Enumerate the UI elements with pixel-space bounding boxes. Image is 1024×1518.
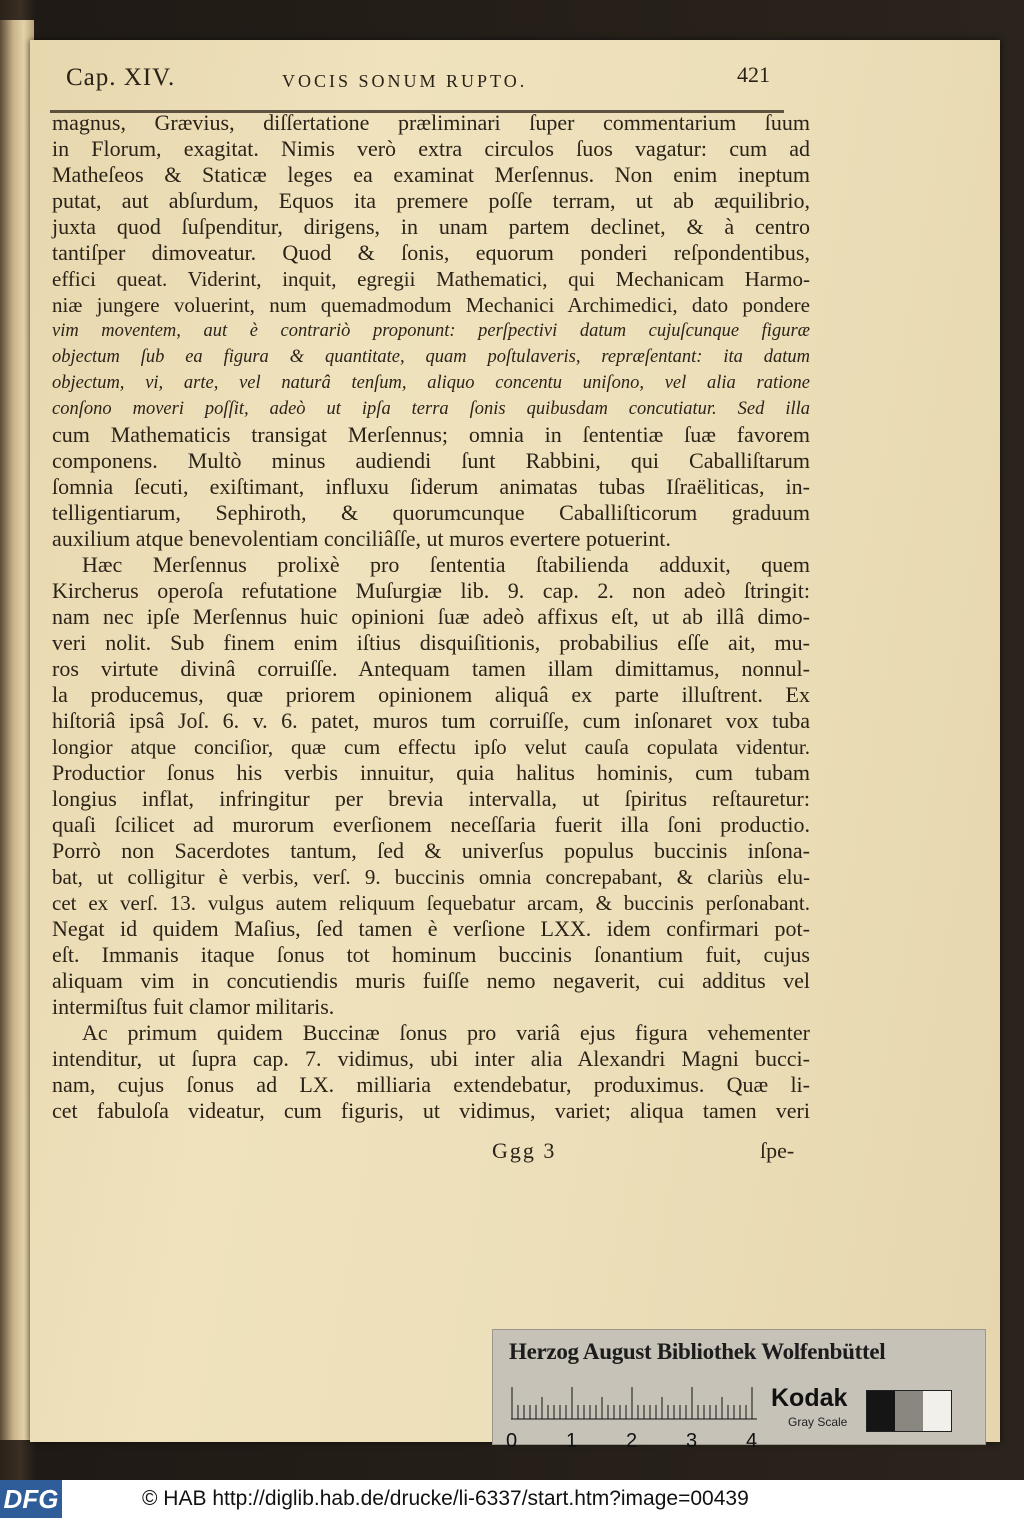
text-line: putat, aut abſurdum, Equos ita premere poſſe terram, ut ab æquilibrio,: [52, 188, 810, 213]
running-head-title: VOCIS SONUM RUPTO.: [282, 71, 528, 91]
gray-swatches: [866, 1390, 952, 1432]
scale-label-0: 0: [506, 1430, 518, 1452]
text-line: cum Mathematicis transigat Merſennus; omnia in ſententiæ ſuæ favorem: [52, 422, 810, 447]
text-line: ſomnia ſecuti, exiſtimant, influxu ſiderum animatas tubas Iſraëliticas, in-: [52, 474, 810, 499]
text-line: quaſi ſcilicet ad murorum everſionem neceſſaria fuerit illa ſoni productio.: [52, 812, 810, 837]
ruler-scale: [511, 1386, 757, 1420]
text-line: longior atque conciſior, quæ cum effectu ipſo velut cauſa copulata videntur.: [52, 735, 810, 759]
text-line: veri nolit. Sub finem enim iſtius disquiſitionis, probabilius eſſe ait, mu-: [52, 630, 810, 655]
library-color-card: [492, 1329, 986, 1445]
text-line: auxilium atque benevolentiam conciliâſſe, ut muros evertere potuerint.: [52, 526, 671, 551]
viewer-footer: [0, 1480, 1024, 1518]
text-line: longius inflat, infringitur per brevia intervalla, ut ſpiritus reſtauretur:: [52, 786, 810, 811]
body-text: [52, 110, 810, 1124]
library-name: Herzog August Bibliothek Wolfenbüttel: [509, 1339, 886, 1364]
kodak-logo: Kodak: [771, 1384, 848, 1412]
text-line: Porrò non Sacerdotes tantum, ſed & univerſus populus buccinis inſona-: [52, 838, 810, 863]
text-line: hiſtoriâ ipsâ Joſ. 6. v. 6. patet, muros tum corruiſſe, cum inſonaret vox tuba: [52, 708, 810, 733]
text-line: vim moventem, aut è contrariò proponunt: perſpectivi datum cujuſcunque figuræ: [52, 321, 810, 341]
text-line: componens. Multò minus audiendi ſunt Rabbini, qui Caballiſtarum: [52, 448, 810, 473]
text-line: objectum ſub ea figura & quantitate, quam poſtulaveris, repræſentant: ita datum: [52, 347, 810, 367]
text-line: objectum, vi, arte, vel naturâ tenſum, aliquo concentu uniſono, vel alia ratione: [52, 373, 810, 393]
text-line: Negat id quidem Maſius, ſed tamen è verſione LXX. idem confirmari pot-: [52, 916, 810, 941]
gray-swatch: [895, 1391, 923, 1431]
text-line: telligentiarum, Sephiroth, & quorumcunque Caballiſticorum graduum: [52, 500, 810, 525]
text-line: cet fabuloſa videatur, cum figuris, ut vidimus, variet; aliqua tamen veri: [52, 1098, 810, 1123]
page-number: 421: [737, 62, 770, 87]
gray-scale-label: Gray Scale: [788, 1415, 848, 1429]
text-line: tantiſper dimoveatur. Quod & ſonis, equorum ponderi reſpondentibus,: [52, 240, 810, 265]
scale-label-4: 4: [746, 1430, 758, 1452]
dfg-logo[interactable]: DFG: [0, 1480, 62, 1518]
text-line: bat, ut colligitur è verbis, verſ. 9. buccinis omnia concrepabant, & clariùs elu-: [52, 865, 810, 889]
text-line: Ac primum quidem Buccinæ ſonus pro variâ ejus figura vehementer: [82, 1020, 810, 1045]
catchword: ſpe-: [760, 1138, 795, 1163]
white-swatch: [923, 1391, 951, 1431]
text-line: Hæc Merſennus prolixè pro ſententia ſtabilienda adduxit, quem: [82, 552, 810, 577]
scale-label-1: 1: [566, 1430, 578, 1452]
copyright-link[interactable]: © HAB http://diglib.hab.de/drucke/li-6337/start.htm?image=00439: [142, 1487, 749, 1510]
text-line: juxta quod ſuſpenditur, dirigens, in unam partem declinet, & à centro: [52, 214, 810, 239]
text-line: nam, cujus ſonus ad LX. milliaria extendebatur, produximus. Quæ li-: [52, 1072, 810, 1097]
text-line: Matheſeos & Staticæ leges ea examinat Merſennus. Non enim ineptum: [52, 162, 810, 187]
text-line: eſt. Immanis itaque ſonus tot hominum buccinis ſonantium fuit, cujus: [52, 942, 810, 967]
text-line: cet ex verſ. 13. vulgus autem reliquum ſequebatur arcam, & buccinis perſonabant.: [52, 891, 810, 915]
text-line: Productior ſonus his verbis innuitur, quia halitus hominis, cum tubam: [52, 760, 810, 785]
scale-label-2: 2: [626, 1430, 638, 1452]
text-line: intenditur, ut ſupra cap. 7. vidimus, ubi inter alia Alexandri Magni bucci-: [52, 1046, 810, 1071]
previous-page-edge: [0, 20, 34, 1440]
text-line: effici queat. Viderint, inquit, egregii Mathematici, qui Mechanicam Harmo-: [52, 267, 810, 291]
text-line: intermiſtus fuit clamor militaris.: [52, 994, 335, 1019]
text-line: in Florum, exagitat. Nimis verò extra circulos ſuos vagatur: cum ad: [52, 136, 810, 161]
scale-label-3: 3: [686, 1430, 698, 1452]
text-line: aliquam vim in concutiendis muris fuiſſe nemo negaverit, cui additus vel: [52, 968, 810, 993]
text-line: niæ jungere voluerint, num quemadmodum Mechanici Archimedici, dato pondere: [52, 293, 810, 317]
running-head-chapter: Cap. XIV.: [66, 64, 176, 91]
text-line: ros virtute divinâ corruiſſe. Antequam tamen illam dimittamus, nonnul-: [52, 656, 810, 681]
signature-mark: Ggg 3: [492, 1138, 557, 1163]
text-line: magnus, Grævius, diſſertatione præliminari ſuper commentarium ſuum: [52, 110, 810, 135]
text-line: la producemus, quæ priorem opinionem aliquâ ex parte illuſtrent. Ex: [52, 682, 810, 707]
text-line: nam nec ipſe Merſennus huic opinioni ſuæ adeò affixus eſt, ut ab illâ dimo-: [52, 604, 810, 629]
text-line: Kircherus operoſa refutatione Muſurgiæ lib. 9. cap. 2. non adeò ſtringit:: [52, 578, 810, 603]
black-swatch: [867, 1391, 895, 1431]
text-line: conſono moveri poſſit, adeò ut ipſa terra ſonis quibusdam concutiatur. Sed illa: [52, 399, 810, 419]
